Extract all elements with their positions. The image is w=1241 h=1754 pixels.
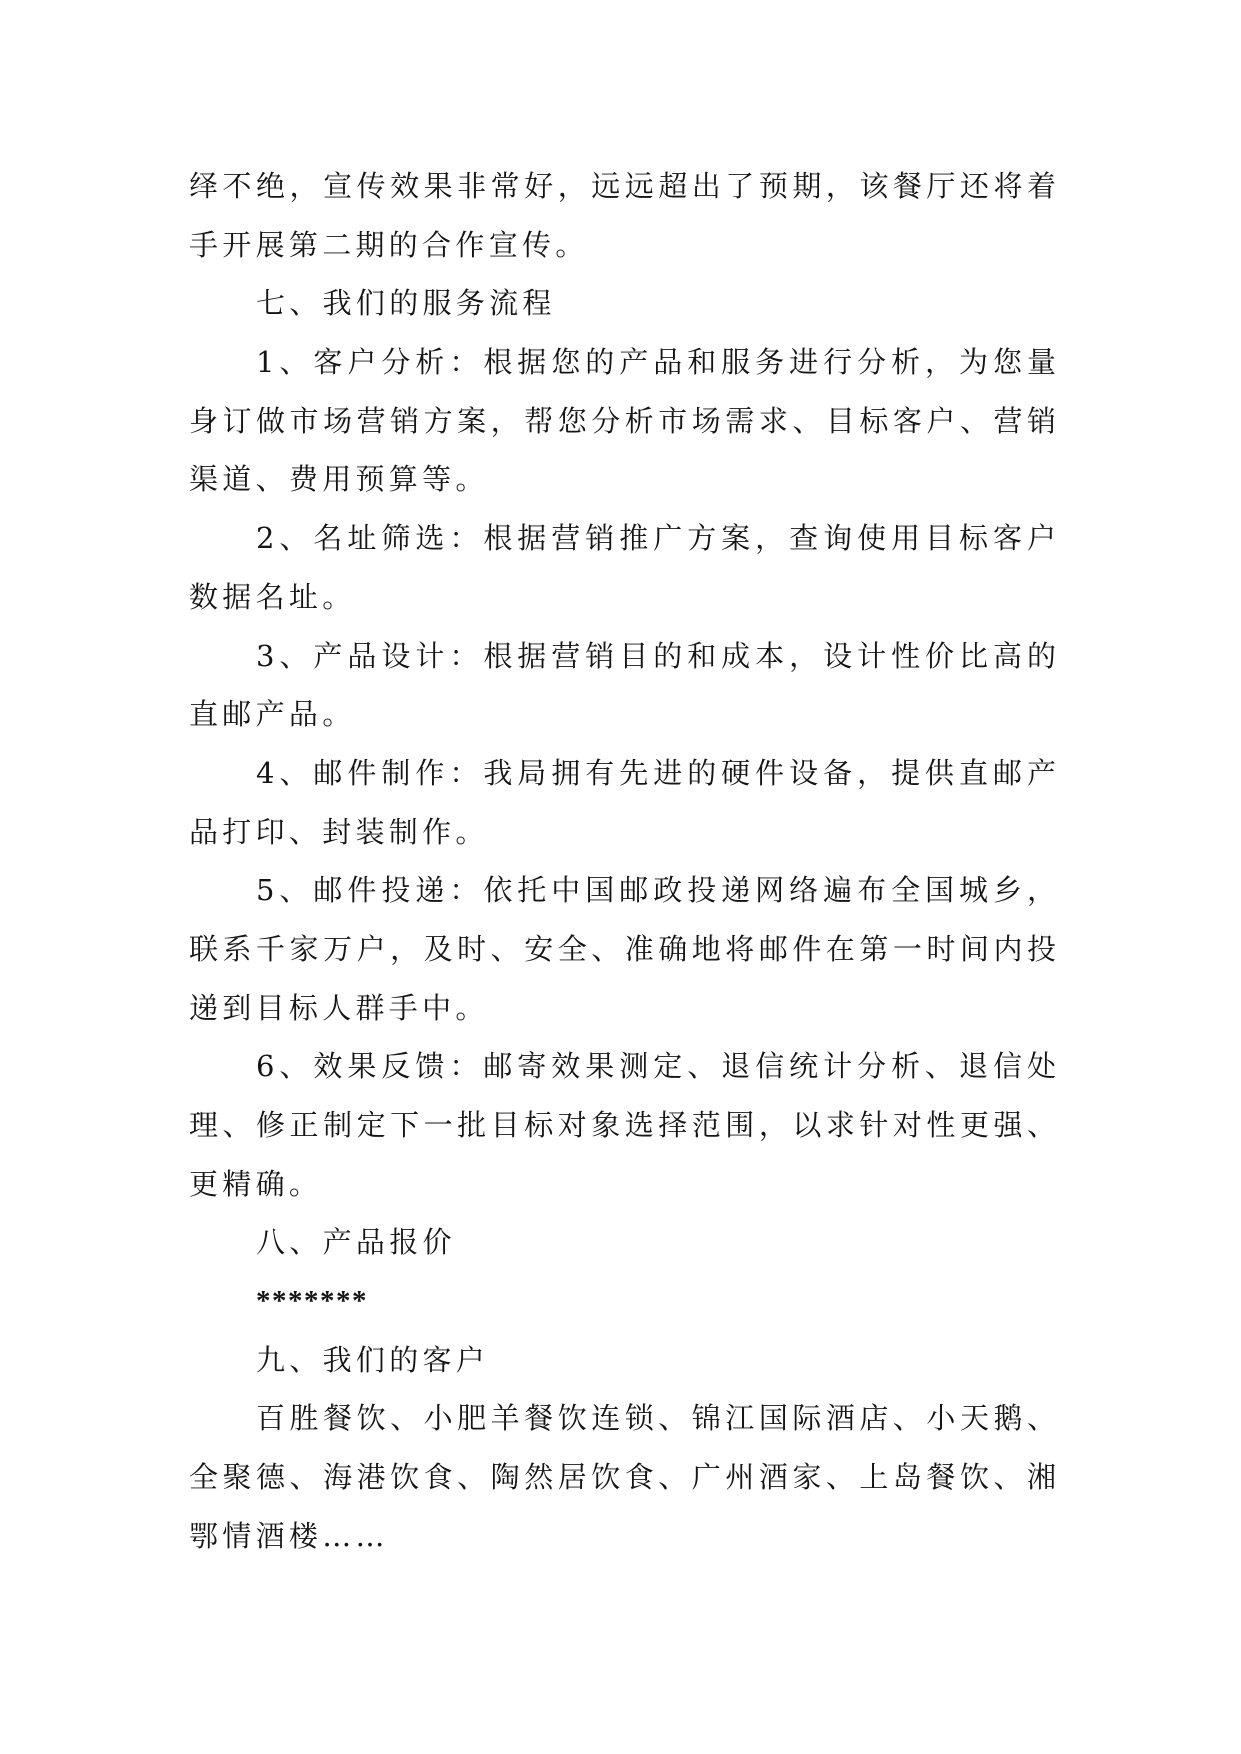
masked-price-text: *******: [256, 1285, 368, 1318]
document-body: [189, 157, 1056, 1566]
text-line: 3、产品设计：根据营销目的和成本，设计性价比高的: [256, 638, 1056, 673]
text-line: 百胜餐饮、小肥羊餐饮连锁、锦江国际酒店、小天鹅、: [256, 1401, 1056, 1436]
text-line: 2、名址筛选：根据营销推广方案，查询使用目标客户: [256, 521, 1056, 556]
text-line: 渠道、费用预算等。: [189, 462, 489, 497]
text-line: 全聚德、海港饮食、陶然居饮食、广州酒家、上岛餐饮、湘: [189, 1460, 1056, 1495]
section-heading: 八、产品报价: [256, 1225, 456, 1260]
section-heading-service-process: [189, 274, 1056, 333]
section-heading-pricing: [189, 1213, 1056, 1272]
text-line: 鄂情酒楼……: [189, 1518, 389, 1553]
text-line: 身订做市场营销方案，帮您分析市场需求、目标客户、营销: [189, 403, 1056, 438]
section-heading: 七、我们的服务流程: [256, 286, 556, 321]
text-line: 递到目标人群手中。: [189, 990, 489, 1025]
text-line: 理、修正制定下一批目标对象选择范围，以求针对性更强、: [189, 1108, 1056, 1142]
paragraph-continued: [189, 157, 1056, 274]
paragraph-step-3: [189, 627, 1056, 744]
section-heading: 九、我们的客户: [256, 1342, 490, 1377]
text-line: 更精确。: [189, 1166, 323, 1201]
paragraph-step-1: [189, 333, 1056, 509]
paragraph-step-4: [189, 744, 1056, 861]
text-line: 品打印、封装制作。: [189, 814, 489, 849]
text-line: 4、邮件制作：我局拥有先进的硬件设备，提供直邮产: [256, 755, 1056, 790]
text-line: 6、效果反馈：邮寄效果测定、退信统计分析、退信处: [256, 1049, 1056, 1084]
text-line: 5、邮件投递：依托中国邮政投递网络遍布全国城乡，: [256, 873, 1056, 908]
text-line: 1、客户分析：根据您的产品和服务进行分析，为您量: [256, 345, 1056, 380]
paragraph-client-list: [189, 1389, 1056, 1565]
text-line: 数据名址。: [189, 579, 356, 614]
text-line: 手开展第二期的合作宣传。: [189, 227, 589, 262]
section-heading-clients: [189, 1331, 1056, 1390]
price-placeholder: [189, 1272, 1056, 1331]
text-line: 直邮产品。: [189, 697, 356, 732]
paragraph-step-6: [189, 1037, 1056, 1213]
text-line: 联系千家万户，及时、安全、准确地将邮件在第一时间内投: [189, 931, 1056, 966]
paragraph-step-2: [189, 509, 1056, 626]
paragraph-step-5: [189, 861, 1056, 1037]
text-line: 绎不绝，宣传效果非常好，远远超出了预期，该餐厅还将着: [189, 169, 1056, 203]
